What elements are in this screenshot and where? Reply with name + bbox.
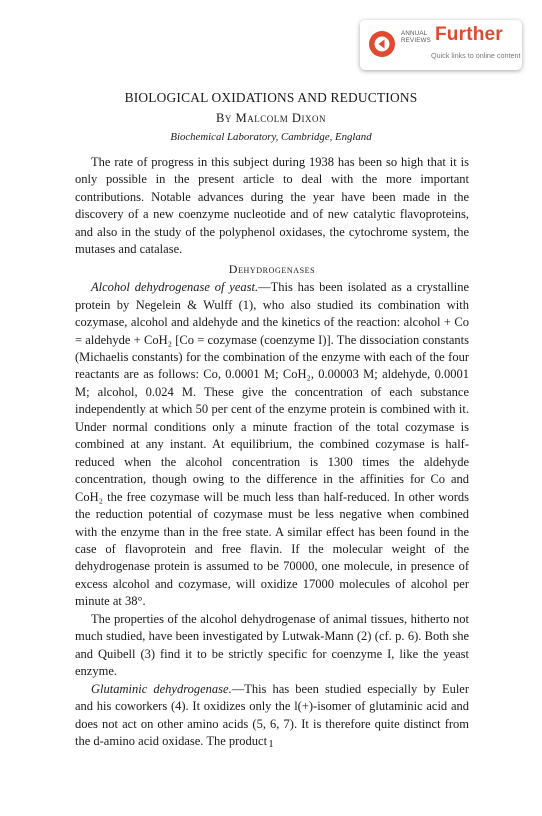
- article-author: By Malcolm Dixon: [216, 111, 326, 125]
- alcohol-lead: Alcohol dehydrogenase of yeast.: [91, 280, 259, 295]
- brand-name: [401, 30, 433, 44]
- further-label: Further: [435, 24, 503, 45]
- alcohol-text: —This has been isolated as a crystalline protein by Negelein & Wulff (1), who also studied its combination with cozymase, alcohol and aldehyde and the kinetics of the reaction: alcohol + Co = aldehyde + CoH₂ [Co = cozymase (coenzyme I)]. The dissociation constants (Michaelis constants) for the combination of the enzyme with each of the four reactants are as follows: Co, 0.0001 M; CoH₂, 0.00003 M; aldehyde, 0.0001 M; alcohol, 0.024 M. These give the concentration of each substance independently at which 50 per cent of the enzyme protein is combined with it. Under normal conditions only a minute fraction of the total cozymase is combined at any instant. At equilibrium, the combined cozymase is half-reduced when the alcohol concentration is 1300 times the aldehyde concentration, though owing to the difference in the affinities for Co and CoH₂ the free cozymase will be much less than half-reduced. In other words the reduction potential of cozymase must be less negative when combined with the enzyme than in the free state. A similar effect has been found in the case of flavoprotein and free flavin. If the molecular weight of the dehydrogenase protein is assumed to be 70000, one molecule, in presence of excess alcohol and cozymase, will oxidize 17000 molecules of alcohol per minute at 38°.: [75, 280, 469, 609]
- intro-paragraph: [75, 154, 469, 259]
- article-body: [75, 154, 469, 750]
- author-affiliation: Biochemical Laboratory, Cambridge, England: [170, 131, 372, 143]
- annual-reviews-logo-icon: [369, 31, 395, 57]
- animal-tissues-paragraph: [75, 611, 469, 681]
- animal-text: The properties of the alcohol dehydrogenase of animal tissues, hitherto not much studied, have been investigated by Lutwak-Mann (2) (cf. p. 6). Both she and Quibell (3) find it to be strictly specific for coenzyme I, like the yeast enzyme.: [75, 611, 469, 679]
- banner-tagline: Quick links to online content: [431, 51, 521, 60]
- section-heading: Dehydrogenases: [228, 261, 316, 276]
- glutaminic-lead: Glutaminic dehydrogenase.: [91, 681, 232, 696]
- article-title: BIOLOGICAL OXIDATIONS AND REDUCTIONS: [124, 90, 418, 105]
- brand-line-annual: ANNUAL: [401, 30, 428, 37]
- brand-line-reviews: REVIEWS: [401, 37, 431, 44]
- intro-text: The rate of progress in this subject during 1938 has been so high that it is only possible in the present article to deal with the more important contributions. Notable advances during the year have been made in the discovery of a new coenzyme nucleotide and of new catalytic flavoproteins, and also in the study of the polyphenol oxidases, the cytochrome system, the mutases and catalase.: [75, 155, 469, 257]
- alcohol-dehydrogenase-paragraph: [75, 279, 469, 611]
- glutaminic-text: —This has been studied especially by Euler and his coworkers (4). It oxidizes only the l(+)-isomer of glutaminic acid and does not act on other amino acids (5, 6, 7). It is therefore quite distinct from the d-amino acid oxidase. The product: [75, 681, 470, 748]
- page-number: 1: [268, 738, 274, 750]
- further-banner[interactable]: [360, 20, 522, 70]
